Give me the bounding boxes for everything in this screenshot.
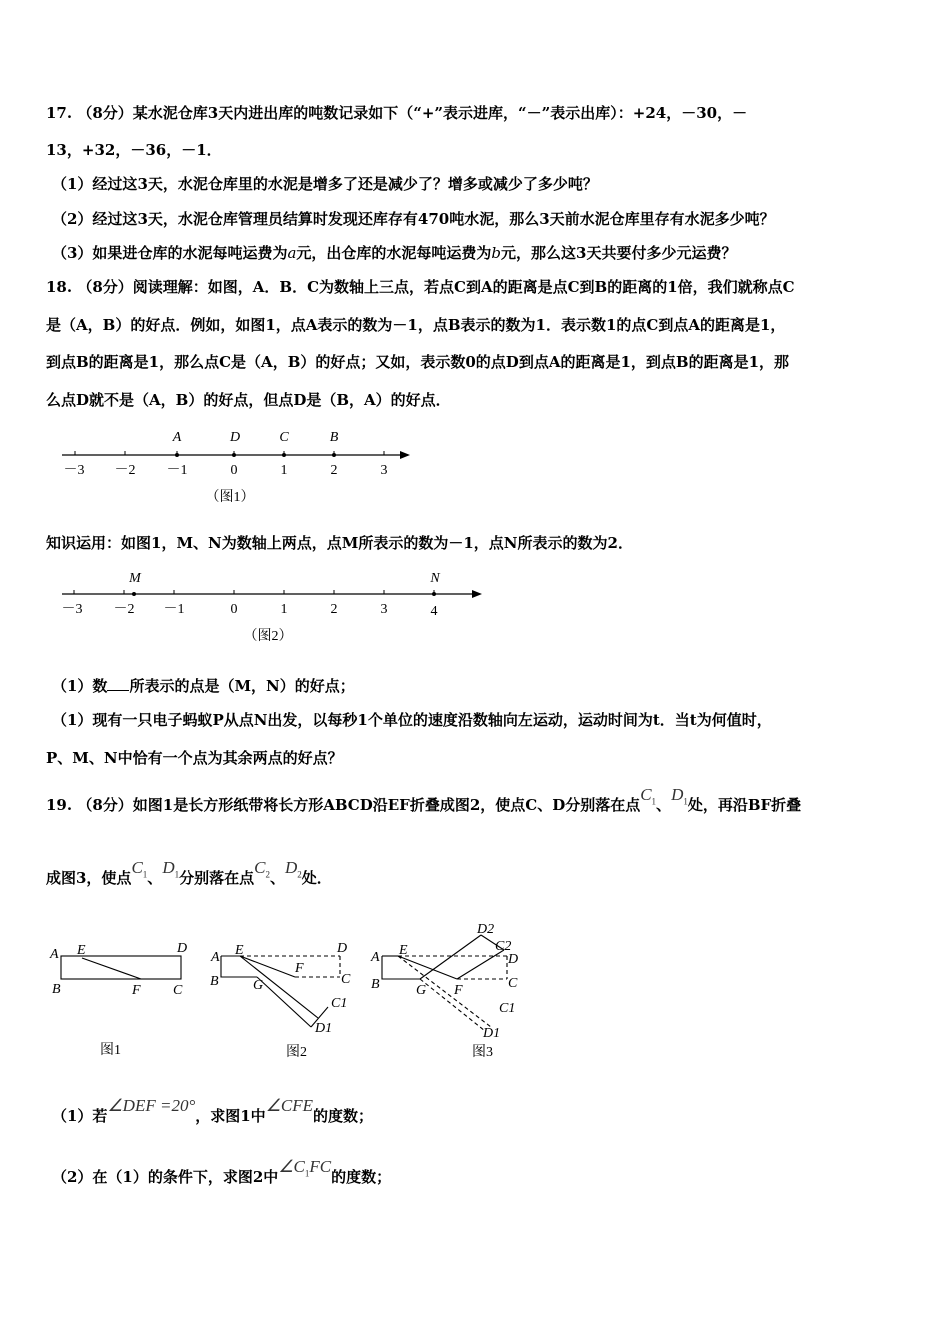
fig2-tick: 1 bbox=[280, 602, 288, 617]
fig2-label-n: N bbox=[430, 571, 440, 586]
f1-label-c: C bbox=[173, 983, 183, 998]
fig1-caption: （图1） bbox=[205, 490, 255, 505]
f3-label-g: G bbox=[416, 983, 427, 998]
q19-part1: （1）若∠DEF =20°，求图1中∠CFE的度数； bbox=[52, 1096, 374, 1125]
symbol-d1: $D_1$ bbox=[162, 858, 180, 880]
f2-label-c: C bbox=[341, 972, 351, 987]
f1-label-f: F bbox=[132, 983, 141, 998]
q18-part1: （1）数 所表示的点是（M，N）的好点； bbox=[52, 677, 355, 695]
q18-part2-cont: P、M、N中恰有一个点为其余两点的好点？ bbox=[46, 749, 343, 767]
f2-caption: 图2 bbox=[286, 1045, 307, 1060]
fig1-tick: －2 bbox=[114, 463, 136, 478]
f3-label-d2: D2 bbox=[477, 922, 495, 937]
q18-line4: 么点D就不是（A，B）的好点，但点D是（B，A）的好点． bbox=[46, 391, 451, 409]
fig2-tick: －3 bbox=[61, 602, 83, 617]
symbol-c1: $C_1$ bbox=[131, 858, 148, 880]
f3-label-a: A bbox=[371, 950, 380, 965]
q17-line1: 17. （8分）某水泥仓库3天内进出库的吨数记录如下（“+”表示进库，“－”表示出库）：+24，－30，－ bbox=[46, 104, 748, 122]
f2-label-f: F bbox=[295, 961, 304, 976]
f3-label-b: B bbox=[371, 977, 380, 992]
angle-cfe-expr: ∠CFE bbox=[265, 1096, 314, 1115]
q18-line1: 18. （8分）阅读理解：如图，A．B．C为数轴上三点，若点C到A的距离是点C到B的距离的1倍，我们就称点C bbox=[46, 278, 795, 296]
q18-part2: （1）现有一只电子蚂蚁P从点N出发，以每秒1个单位的速度沿数轴向左运动，运动时间为t．当t为何值时， bbox=[52, 711, 772, 729]
fig1-tick: 1 bbox=[280, 463, 288, 478]
f2-label-g: G bbox=[253, 978, 264, 993]
fig1-tick: 3 bbox=[380, 463, 388, 478]
f3-caption: 图3 bbox=[472, 1045, 493, 1060]
symbol-d2: $D_2$ bbox=[284, 858, 302, 880]
f2-label-c1: C1 bbox=[331, 996, 348, 1011]
fig2-tick: －1 bbox=[163, 602, 185, 617]
fig2-tick: 2 bbox=[330, 602, 338, 617]
f1-label-e: E bbox=[77, 943, 86, 958]
fig1-label-b: B bbox=[329, 430, 339, 445]
q17-part1: （1）经过这3天，水泥仓库里的水泥是增多了还是减少了？增多或减少了多少吨？ bbox=[52, 175, 598, 193]
f2-label-e: E bbox=[235, 943, 244, 958]
q18-line3: 到点B的距离是1，那么点C是（A，B）的好点；又如，表示数0的点D到点A的距离是1，到点B的距离是1，那 bbox=[46, 353, 790, 371]
q18-line2: 是（A，B）的好点．例如，如图1，点A表示的数为－1，点B表示的数为1．表示数1的点C到点A的距离是1， bbox=[46, 316, 786, 334]
q17-part3: （3）如果进仓库的水泥每吨运费为a元，出仓库的水泥每吨运费为b元，那么这3天共要付多少元运费？ bbox=[52, 244, 737, 262]
fig1-tick: 2 bbox=[330, 463, 338, 478]
fig1-label-d: D bbox=[229, 430, 241, 445]
f2-label-d: D bbox=[337, 941, 348, 956]
fig2-caption: （图2） bbox=[243, 629, 293, 644]
number-line-figure-1 bbox=[50, 420, 430, 515]
fig2-tick: 0 bbox=[230, 602, 238, 617]
q18-knowledge: 知识运用：如图1，M、N为数轴上两点，点M所表示的数为－1，点N所表示的数为2． bbox=[46, 534, 633, 552]
q17-line2: 13，+32，－36，－1． bbox=[46, 141, 222, 159]
f2-label-b: B bbox=[210, 974, 219, 989]
fig1-tick: －3 bbox=[63, 463, 85, 478]
f3-label-c1: C1 bbox=[499, 1001, 516, 1016]
fig1-tick: －1 bbox=[166, 463, 188, 478]
number-line-figure-2 bbox=[50, 565, 495, 650]
fig1-label-c: C bbox=[279, 430, 289, 445]
fold-figure-2 bbox=[221, 956, 340, 1027]
f3-label-c: C bbox=[508, 976, 518, 991]
f3-label-e: E bbox=[399, 943, 408, 958]
answer-blank bbox=[107, 676, 129, 691]
folding-figures bbox=[45, 915, 535, 1065]
f1-label-d: D bbox=[177, 941, 188, 956]
q19-line2: 成图3，使点$C_1$、$D_1$分别落在点$C_2$、$D_2$处． bbox=[46, 858, 332, 887]
f3-label-d1: D1 bbox=[483, 1026, 501, 1041]
fig1-tick: 0 bbox=[230, 463, 238, 478]
q19-part2: （2）在（1）的条件下，求图2中$\angle C_1FC$的度数； bbox=[52, 1157, 392, 1186]
symbol-c1: $C_1$ bbox=[640, 785, 657, 807]
f2-label-d1: D1 bbox=[315, 1021, 333, 1036]
f2-label-a: A bbox=[211, 950, 220, 965]
f1-caption: 图1 bbox=[100, 1043, 121, 1058]
angle-def-expr: ∠DEF =20° bbox=[107, 1096, 196, 1115]
f3-label-d: D bbox=[508, 952, 519, 967]
angle-c1fc-expr: $\angle C_1FC$ bbox=[278, 1157, 332, 1179]
symbol-d1: $D_1$ bbox=[671, 785, 688, 807]
f3-label-c2: C2 bbox=[495, 939, 512, 954]
symbol-c2: $C_2$ bbox=[254, 858, 270, 880]
fig1-label-a: A bbox=[172, 430, 182, 445]
f1-label-a: A bbox=[50, 947, 59, 962]
q17-part2: （2）经过这3天，水泥仓库管理员结算时发现还库存有470吨水泥，那么3天前水泥仓库里存有水泥多少吨？ bbox=[52, 210, 775, 228]
fold-figure-1 bbox=[61, 956, 181, 979]
f1-label-b: B bbox=[52, 982, 61, 997]
fig2-tick: 4 bbox=[430, 604, 438, 619]
fig2-label-m: M bbox=[129, 571, 141, 586]
f3-label-f: F bbox=[454, 983, 463, 998]
fig2-tick: －2 bbox=[113, 602, 135, 617]
fig2-tick: 3 bbox=[380, 602, 388, 617]
q19-line1: 19. （8分）如图1是长方形纸带将长方形ABCD沿EF折叠成图2，使点C、D分别落在点$C_1$、$D_1$处，再沿BF折叠 bbox=[46, 785, 802, 814]
